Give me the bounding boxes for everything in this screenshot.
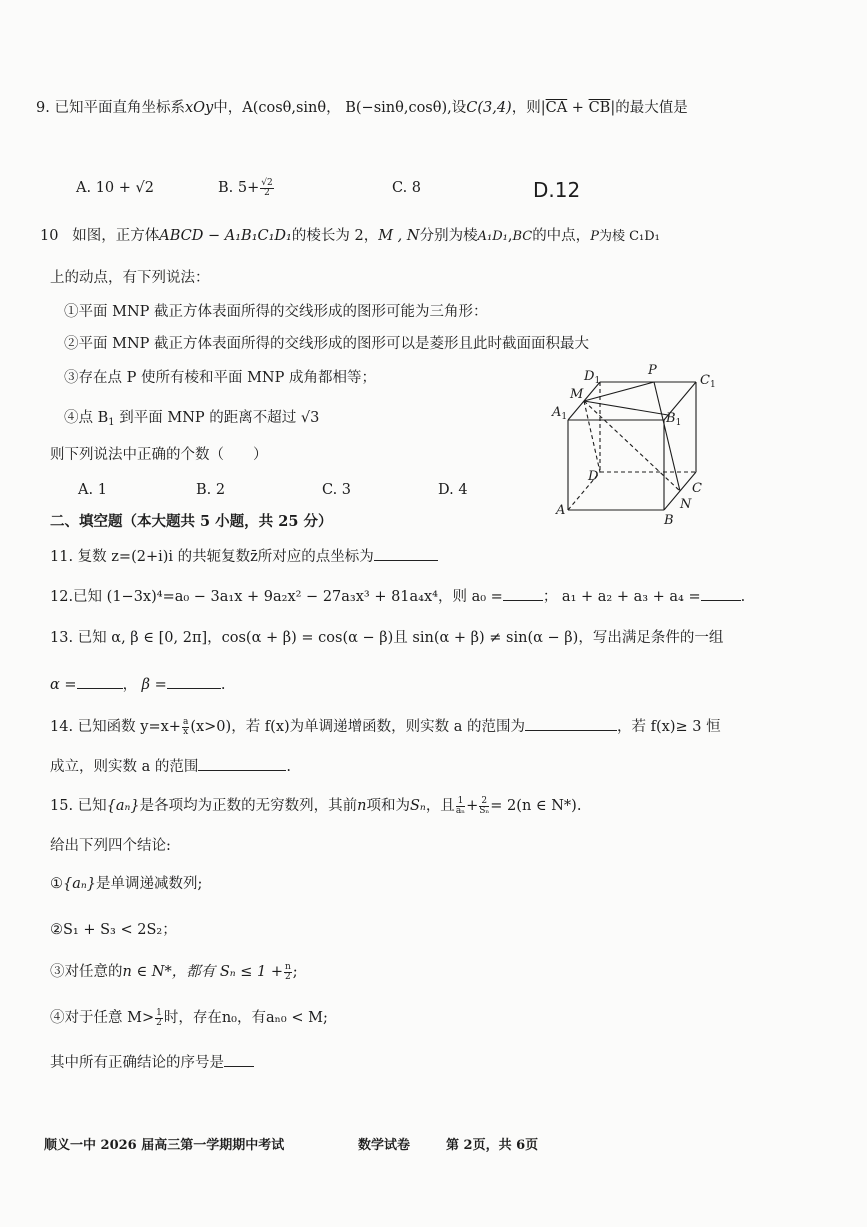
label-d1: $D_1$	[584, 369, 601, 386]
q9-number: 9.	[36, 100, 50, 116]
label-d: D	[588, 469, 599, 484]
q11: 11. 复数 z=(2+i)i 的共轭复数z̄所对应的点坐标为	[50, 546, 438, 567]
q9-option-b: B. 5+ $\frac{√2}{2}$	[218, 177, 273, 198]
q14-line1: 14. 已知函数 y=x+ $\frac{a}{x}$ (x>0)，若 f(x)为单调递增函数，则实数 a 的范围为 ，若 f(x)≥ 3 恒	[50, 716, 721, 737]
label-c: C	[692, 481, 702, 496]
q10-statement-2: ②平面 MNP 截正方体表面所得的交线形成的图形可以是菱形且此时截面面积最大	[64, 336, 590, 352]
label-b: B	[664, 513, 674, 527]
q10-statement-3: ③存在点 P 使所有棱和平面 MNP 成角都相等；	[64, 370, 376, 386]
label-a1: $A_1$	[552, 405, 568, 422]
q10-question: 则下列说法中正确的个数（ ）	[50, 447, 268, 463]
q10-statement-4: ④点 $B_1$ 到平面 MNP 的距离不超过 √3	[64, 410, 320, 428]
segment-m-d	[584, 401, 600, 472]
q10-number: 10	[40, 228, 59, 244]
q15-answer-blank[interactable]	[224, 1052, 254, 1067]
q10-stem-line1: 10 如图，正方体ABCD − A₁B₁C₁D₁的棱长为 2，M , N分别为棱A₁D₁,BC的中点，P为棱 C₁D₁	[40, 228, 660, 244]
q15-stem: 15. 已知{aₙ}是各项均为正数的无穷数列，其前n项和为Sₙ，且 $\frac{1}{\text{aₙ}}$ + $\frac{2}{\text{Sₙ}}$ = 2(n ∈ N*).	[50, 795, 582, 816]
q9-option-b-fraction: $\frac{√2}{2}$	[261, 177, 273, 198]
q15-fraction-1: $\frac{1}{\text{aₙ}}$	[455, 795, 466, 816]
q14-answer-blank-1[interactable]	[525, 716, 617, 731]
q10-statement-1: ①平面 MNP 截正方体表面所得的交线形成的图形可能为三角形：	[64, 304, 488, 320]
q10-option-b: B. 2	[196, 482, 226, 498]
label-c1: $C_1$	[700, 373, 716, 390]
q13-line1: 13. 已知 α, β ∈ [0, 2π]，cos(α + β) = cos(α − β)且 sin(α + β) ≠ sin(α − β)，写出满足条件的一组	[50, 630, 724, 646]
q9-option-d: D.12	[533, 178, 581, 202]
q10-option-d: D. 4	[438, 482, 468, 498]
q11-answer-blank[interactable]	[374, 546, 438, 561]
q10-stem-line2: 上的动点，有下列说法：	[50, 270, 210, 286]
q13-alpha-blank[interactable]	[77, 674, 123, 689]
q15-c4-fraction: $\frac{1}{2}$	[156, 1007, 162, 1028]
label-n: N	[680, 497, 692, 512]
q9-stem: 9. 已知平面直角坐标系xOy中，A(cosθ,sinθ， B(−sinθ,cosθ),设C(3,4)，则$|\overline{CA} + \overline{CB}|$的最大值是	[36, 100, 688, 116]
label-p: P	[648, 363, 657, 378]
footer-page: 第 2页，共 6页	[446, 1138, 539, 1153]
footer-subject: 数学试卷	[358, 1138, 411, 1153]
q12-answer-blank-1[interactable]	[503, 586, 543, 601]
q15-final: 其中所有正确结论的序号是	[50, 1052, 254, 1073]
q12-answer-blank-2[interactable]	[701, 586, 741, 601]
q10-option-a: A. 1	[78, 482, 107, 498]
footer-school: 顺义一中 2026 届高三第一学期期中考试	[44, 1138, 285, 1153]
segment-p-n	[654, 382, 680, 491]
label-a: A	[556, 503, 566, 518]
q9-option-c: C. 8	[392, 180, 422, 196]
label-b1: $B_1$	[666, 411, 682, 428]
q12: 12.已知 (1−3x)⁴=a₀ − 3a₁x + 9a₂x² − 27a₃x³ + 81a₄x⁴，则 a₀ = ； a₁ + a₂ + a₃ + a₄ = .	[50, 586, 745, 607]
q14-line2: 成立，则实数 a 的范围 .	[50, 756, 291, 777]
q15-c3-fraction: $\frac{n}{2}$	[285, 961, 291, 982]
q15-given: 给出下列四个结论:	[50, 838, 171, 854]
cube-figure	[548, 362, 728, 527]
label-m: M	[570, 387, 584, 402]
q9-option-a: A. 10 + √2	[76, 180, 154, 196]
section-fill-in: 二、填空题（本大题共 5 小题，共 25 分）	[50, 513, 333, 530]
q14-answer-blank-2[interactable]	[198, 756, 286, 771]
q15-conclusion-3: ③对任意的n ∈ N*，都有 Sₙ ≤ 1 + $\frac{n}{2}$ ;	[50, 961, 298, 982]
q15-fraction-2: $\frac{2}{\text{Sₙ}}$	[479, 795, 490, 816]
q13-line2: α = ， β = .	[50, 674, 225, 695]
q15-conclusion-4: ④对于任意 M> $\frac{1}{2}$ 时，存在n₀，有aₙ₀ < M;	[50, 1007, 328, 1028]
q13-beta-blank[interactable]	[167, 674, 221, 689]
q15-conclusion-2: ②S₁ + S₃ < 2S₂；	[50, 922, 177, 938]
q15-conclusion-1: ①{aₙ}是单调递减数列;	[50, 876, 203, 892]
q10-option-c: C. 3	[322, 482, 352, 498]
q14-fraction: $\frac{a}{x}$	[182, 716, 189, 737]
